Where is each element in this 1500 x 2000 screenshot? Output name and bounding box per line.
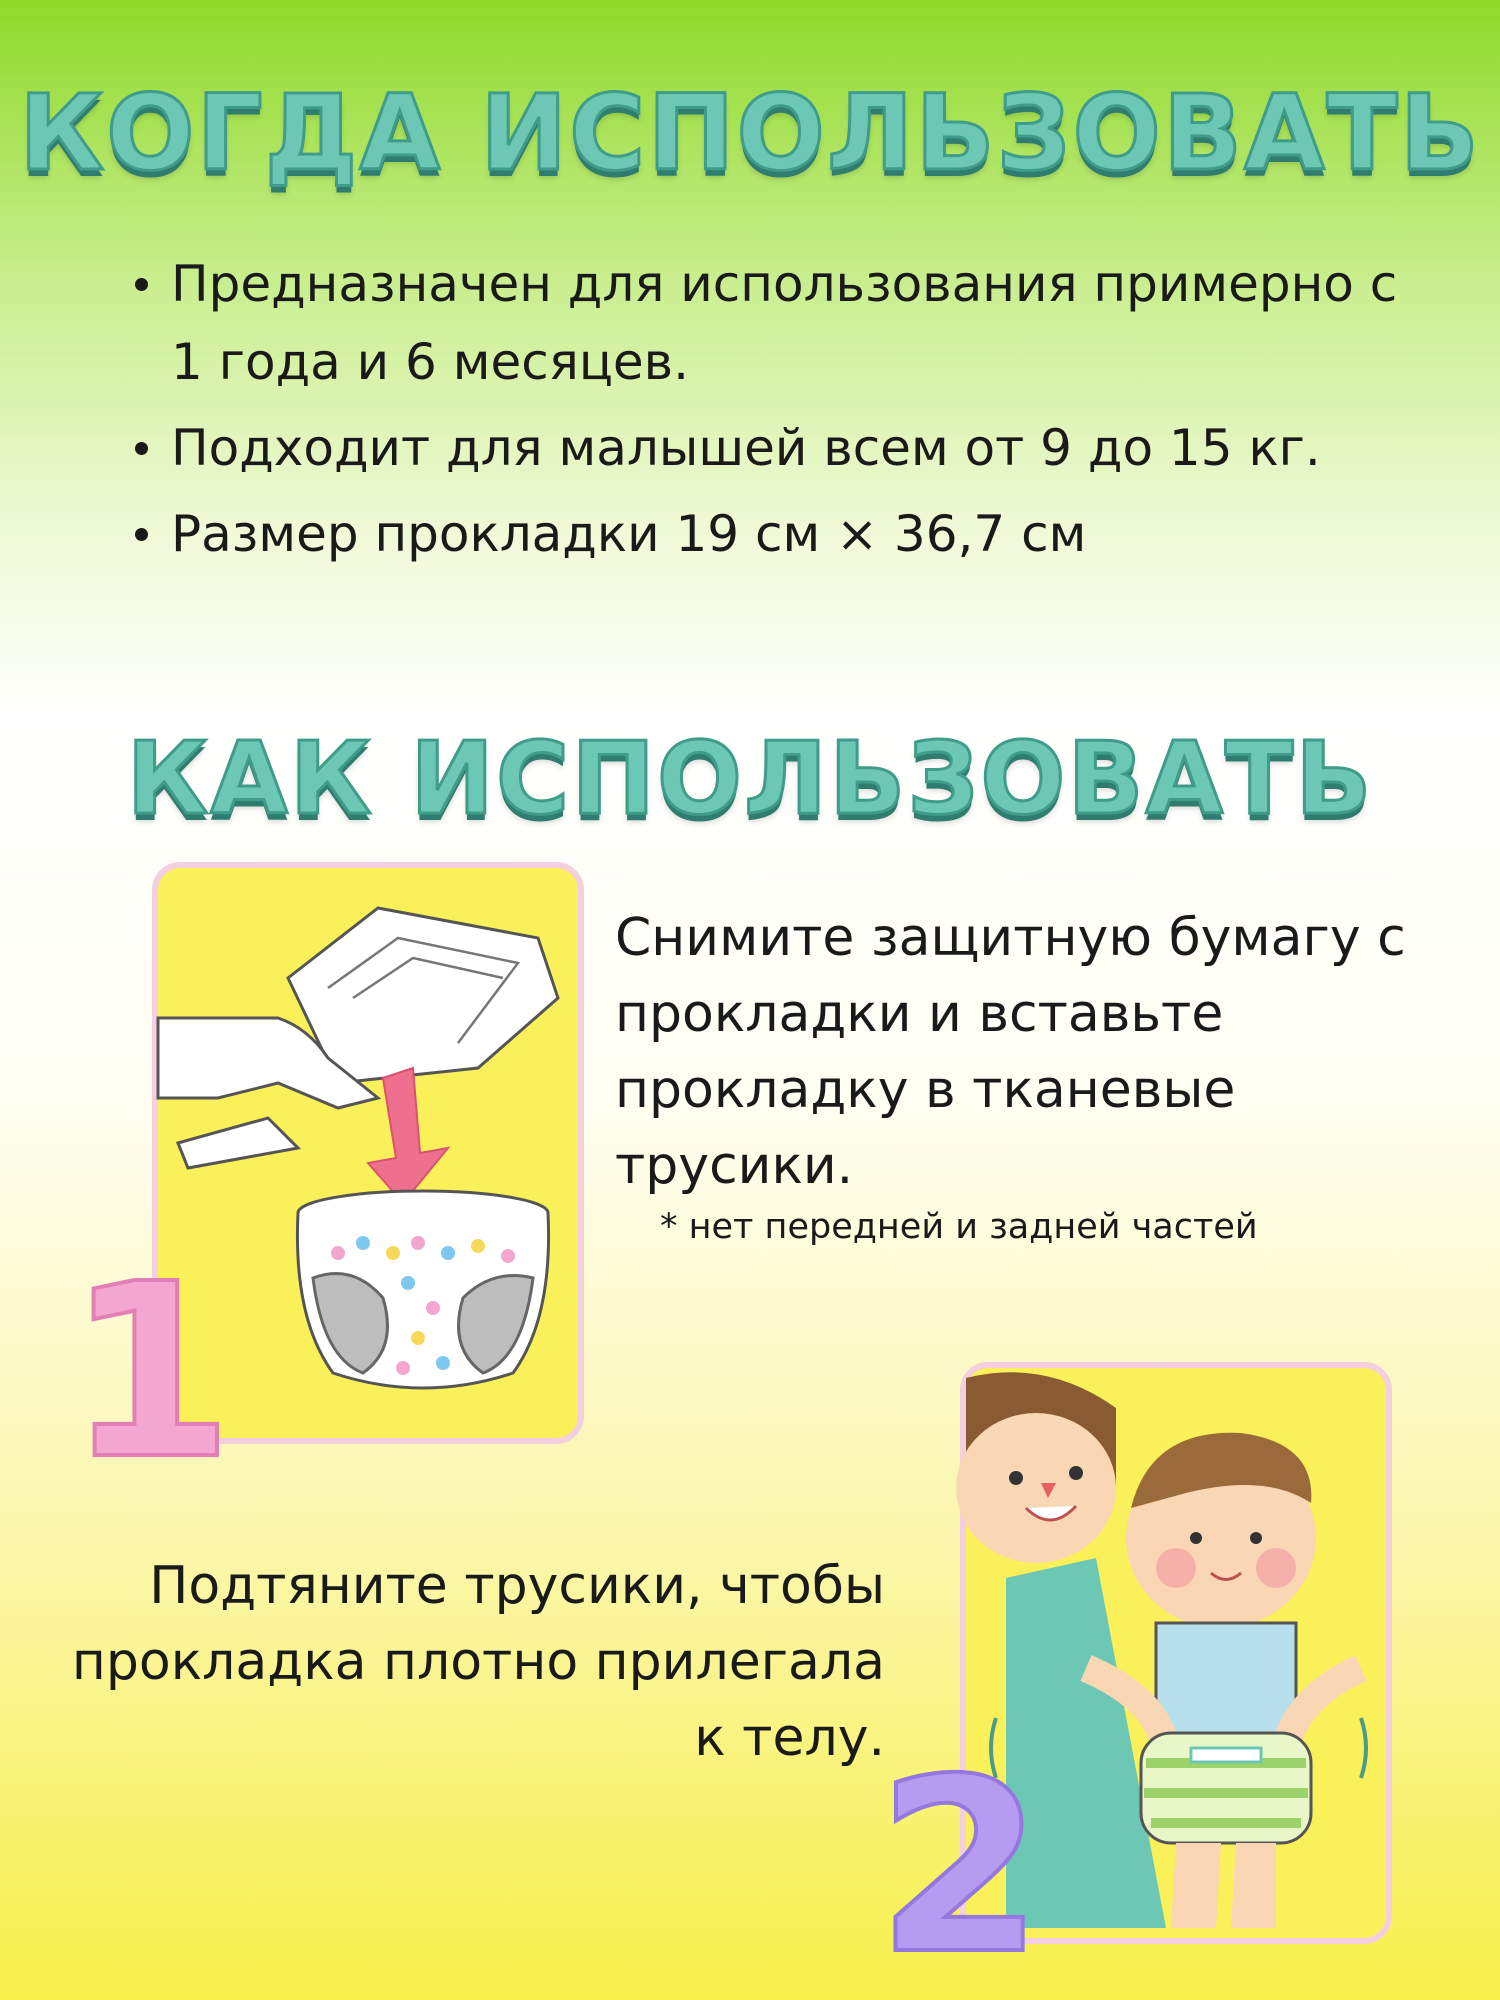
heading-how-to-use: КАК ИСПОЛЬЗОВАТЬ	[126, 720, 1374, 837]
step2-text: Подтяните трусики, чтобы прокладка плотно прилегала к телу.	[71, 1556, 885, 1768]
step1-number	[66, 1232, 234, 1512]
feature-age: Предназначен для использования примерно с 1 года и 6 месяцев.	[125, 245, 1405, 401]
step2-number	[876, 1727, 1044, 2000]
feature-size: Размер прокладки 19 см × 36,7 см	[125, 495, 1405, 573]
feature-weight: Подходит для малышей всем от 9 до 15 кг.	[125, 409, 1405, 487]
step1-number-text: 1	[66, 1232, 234, 1512]
step1-note: * нет передней и задней частей	[660, 1207, 1258, 1247]
step2-number-text: 2	[876, 1727, 1044, 2000]
step1-text: Снимите защитную бумагу с прокладки и вставьте прокладку в тканевые трусики.	[615, 908, 1406, 1196]
heading-when-to-use: КОГДА ИСПОЛЬЗОВАТЬ	[19, 72, 1481, 194]
features-list	[125, 245, 1405, 581]
